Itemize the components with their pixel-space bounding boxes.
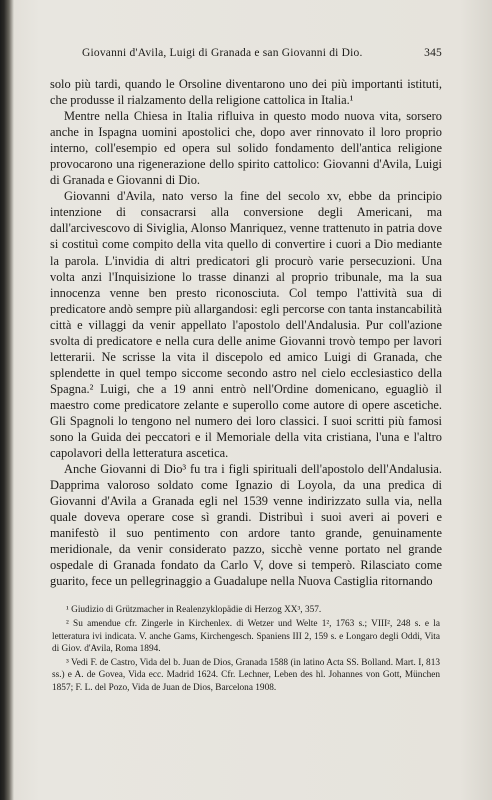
running-header bbox=[62, 47, 442, 63]
running-title: Giovanni d'Avila, Luigi di Granada e san Giovanni di Dio. bbox=[82, 47, 363, 59]
footnote-1: ¹ Giudizio di Grützmacher in Realenzyklopädie di Herzog XX³, 357. bbox=[66, 605, 322, 615]
book-spine-shadow bbox=[0, 0, 14, 800]
page-number: 345 bbox=[424, 47, 442, 59]
paragraph-4: Anche Giovanni di Dio³ fu tra i figli spirituali dell'apostolo dell'Andalusia. Dapprima valoroso soldato come Ignazio di Loyola, da una predica di Giovanni d'Avila a Granada egli nel 1539 venne indirizzato sulla via, nella quale doveva operare cose sì grandi. Distribuì i suoi averi ai poveri e manifestò il suo pentimento con ardore tanto grande, genuinamente meridionale, da venir considerato pazzo, sicchè venne portato nel grande ospedale di Granada fondato da Carlo V, dove si temperò. Rilasciato come guarito, fece un pellegrinaggio a Guadalupe nella Nuova Castiglia ritornando bbox=[50, 462, 442, 589]
footnotes bbox=[52, 604, 440, 696]
paragraph-3: Giovanni d'Avila, nato verso la fine del secolo xv, ebbe da principio intenzione di consacrarsi alla conversione degli Americani, ma dall'arcivescovo di Siviglia, Alonso Manriquez, venne trattenuto in patria dove si costituì come compito della vita quello di convertire i cuori a Dio mediante la parola. L'invidia di altri predicatori gli procurò varie persecuzioni. Una volta anzi l'Inquisizione lo trasse dinanzi al proprio tribunale, ma la sua innocenza venne ben presto riconosciuta. Col tempo l'attività sua di predicatore andò sempre più allargandosi: egli percorse con tanta instancabilità città e villaggi da venir appellato l'apostolo dell'Andalusia. Pur coll'azione svolta di predicatore e nella cura delle anime Giovanni trovò tempo per lavori letterarii. Ne scrisse la vita il discepolo ed amico Luigi di Granada, che splendette in quel tempo siccome secondo astro nel cielo ecclesiastico della Spagna.² Luigi, che a 19 anni entrò nell'Ordine domenicano, eguagliò il maestro come predicatore zelante e superollo come autore di opere ascetiche. Gli Spagnoli lo tengono nel numero dei loro classici. I suoi scritti più famosi sono la Guida dei peccatori e il Memoriale della vita cristiana, l'una e l'altro capolavori della letteratura ascetica. bbox=[50, 189, 442, 461]
footnote-2: ² Su amendue cfr. Zingerle in Kirchenlex. di Wetzer und Welte 1², 1763 s.; VIII², 248 s. e la letteratura ivi indicata. V. anche Gams, Kirchengesch. Spaniens III 2, 159 s. e Longaro degli Oddi, Vita di Giov. d'Avila, Roma 1894. bbox=[52, 619, 440, 654]
main-text bbox=[50, 76, 442, 590]
paragraph-2: Mentre nella Chiesa in Italia rifluiva in questo modo nuova vita, sorsero anche in Ispagna uomini apostolici che, dopo aver rinnovato il loro proprio interno, coll'esempio ed opera sul solido fondamento dell'antica religione provocarono una rigenerazione dello spirito cattolico: Giovanni d'Avila, Luigi di Granada e Giovanni di Dio. bbox=[50, 109, 442, 188]
paragraph-1: solo più tardi, quando le Orsoline diventarono uno dei più importanti istituti, che produsse il rialzamento della religione cattolica in Italia.¹ bbox=[50, 77, 442, 108]
footnote-3: ³ Vedi F. de Castro, Vida del b. Juan de Dios, Granada 1588 (in latino Acta SS. Bolland. Mart. I, 813 ss.) e A. de Govea, Vida ecc. Madrid 1624. Cfr. Lechner, Leben des hl. Johannes von Gott, München 1857; F. L. del Pozo, Vida de Juan de Dios, Barcelona 1908. bbox=[52, 658, 440, 693]
